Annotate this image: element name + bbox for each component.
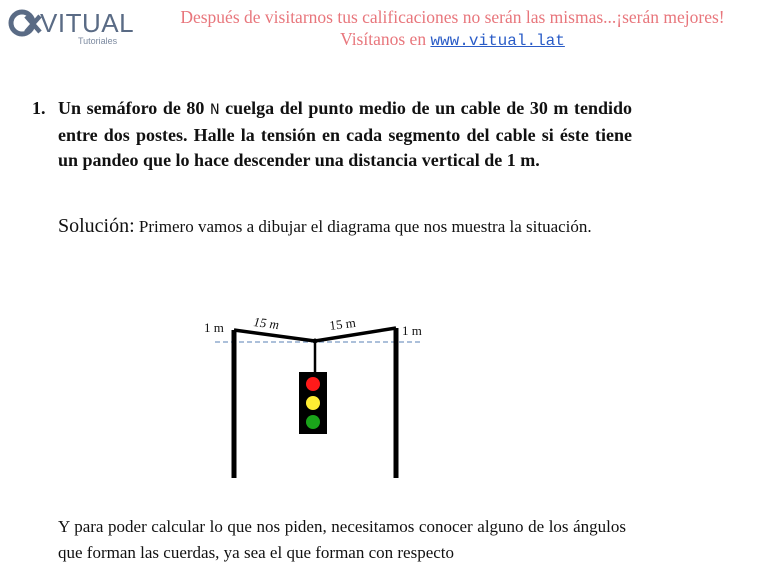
vitual-logo-icon: [8, 8, 42, 38]
promo-prefix: Visítanos en: [340, 29, 431, 49]
left-height-label: 1 m: [204, 320, 224, 335]
yellow-light: [306, 396, 320, 410]
continuation-paragraph: Y para poder calcular lo que nos piden, necesitamos conocer alguno de los ángulos que forman las cuerdas, ya sea el que forman con respecto: [58, 517, 626, 562]
logo-wordmark: VITUAL: [40, 8, 135, 38]
promo-line-2: [140, 28, 765, 52]
problem-text-a: Un semáforo de 80: [58, 98, 210, 118]
logo-subtitle: Tutoriales: [78, 36, 118, 46]
problem-text: [58, 96, 632, 173]
green-light: [306, 415, 320, 429]
promo-banner: [140, 6, 765, 52]
red-light: [306, 377, 320, 391]
solution-lead: Solución:: [58, 215, 135, 237]
problem-statement: [32, 96, 632, 173]
right-cable-segment: [315, 328, 396, 341]
vitual-logo[interactable]: [8, 8, 138, 48]
traffic-light-diagram: [195, 310, 445, 485]
problem-unit: N: [209, 101, 220, 119]
right-height-label: 1 m: [402, 323, 422, 338]
cable-midpoint: [313, 339, 318, 344]
left-segment-label: 15 m: [252, 314, 280, 333]
website-link[interactable]: www.vitual.lat: [430, 32, 565, 50]
problem-text-b: cuelga del punto medio de un cable de 30 m tendido entre dos postes. Halle la tensión en cada segmento del cable si éste tiene un pandeo que lo hace descender una distancia vertical de 1 m.: [58, 98, 632, 170]
problem-number: 1.: [32, 98, 46, 118]
solution-text: Primero vamos a dibujar el diagrama que nos muestra la situación.: [134, 217, 592, 236]
promo-line-1: Después de visitarnos tus calificaciones no serán las mismas...¡serán mejores!: [180, 7, 725, 27]
right-segment-label: 15 m: [328, 314, 357, 333]
solution-paragraph: [58, 214, 626, 239]
